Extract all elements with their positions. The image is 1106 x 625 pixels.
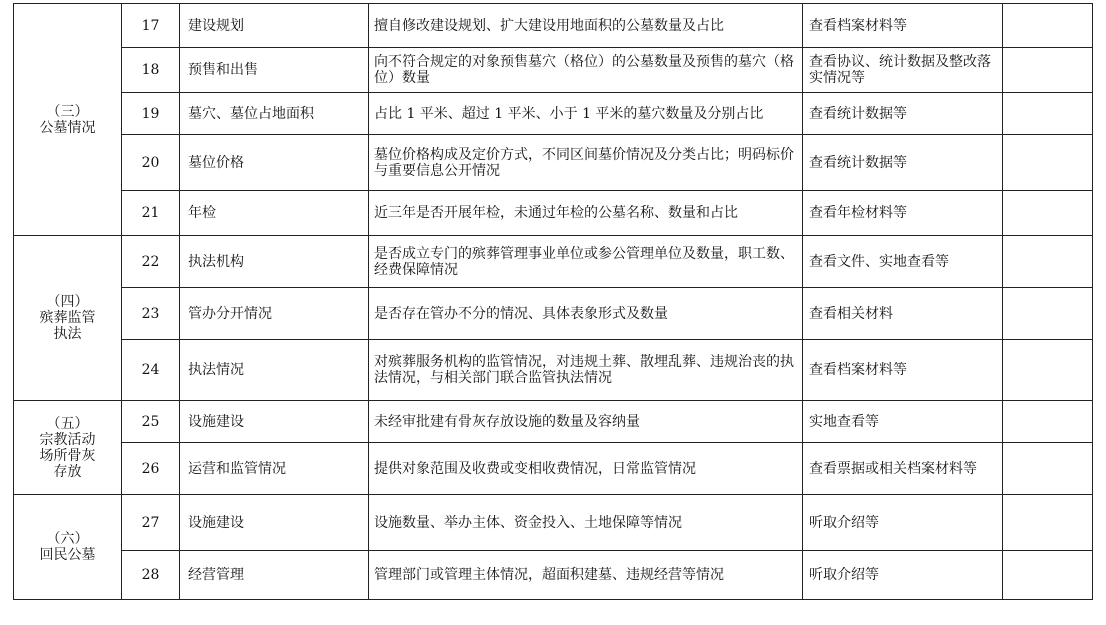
check-method: 查看统计数据等: [803, 135, 1003, 191]
note-cell: [1003, 288, 1093, 340]
item-content: 是否存在管办不分的情况、具体表象形式及数量: [369, 288, 803, 340]
row-number: 17: [122, 4, 180, 48]
item-content: 提供对象范围及收费或变相收费情况，日常监管情况: [369, 443, 803, 495]
table-row: [14, 48, 1093, 93]
category-cell: （五） 宗教活动 场所骨灰 存放: [14, 401, 122, 495]
row-number: 22: [122, 236, 180, 288]
table-row: [14, 495, 1093, 551]
item-name: 年检: [180, 191, 369, 236]
item-content: 是否成立专门的殡葬管理事业单位或参公管理单位及数量，职工数、经费保障情况: [369, 236, 803, 288]
item-content: 管理部门或管理主体情况，超面积建墓、违规经营等情况: [369, 551, 803, 600]
table-row: [14, 401, 1093, 443]
item-content: 墓位价格构成及定价方式，不同区间墓价情况及分类占比；明码标价与重要信息公开情况: [369, 135, 803, 191]
note-cell: [1003, 495, 1093, 551]
table-row: [14, 191, 1093, 236]
row-number: 25: [122, 401, 180, 443]
category-cell: （四） 殡葬监管 执法: [14, 236, 122, 401]
note-cell: [1003, 340, 1093, 401]
note-cell: [1003, 443, 1093, 495]
check-method: 查看相关材料: [803, 288, 1003, 340]
table-row: [14, 443, 1093, 495]
item-name: 运营和监管情况: [180, 443, 369, 495]
check-method: 查看年检材料等: [803, 191, 1003, 236]
item-content: 近三年是否开展年检，未通过年检的公墓名称、数量和占比: [369, 191, 803, 236]
item-name: 墓位价格: [180, 135, 369, 191]
item-name: 墓穴、墓位占地面积: [180, 93, 369, 135]
check-method: 听取介绍等: [803, 495, 1003, 551]
check-method: 查看统计数据等: [803, 93, 1003, 135]
table-row: [14, 551, 1093, 600]
category-cell: （六） 回民公墓: [14, 495, 122, 600]
item-content: 占比 1 平米、超过 1 平米、小于 1 平米的墓穴数量及分别占比: [369, 93, 803, 135]
note-cell: [1003, 48, 1093, 93]
row-number: 19: [122, 93, 180, 135]
item-name: 管办分开情况: [180, 288, 369, 340]
category-cell: （三） 公墓情况: [14, 4, 122, 236]
item-name: 预售和出售: [180, 48, 369, 93]
item-name: 执法情况: [180, 340, 369, 401]
item-name: 设施建设: [180, 495, 369, 551]
row-number: 28: [122, 551, 180, 600]
check-method: 听取介绍等: [803, 551, 1003, 600]
item-name: 建设规划: [180, 4, 369, 48]
row-number: 27: [122, 495, 180, 551]
item-name: 经营管理: [180, 551, 369, 600]
note-cell: [1003, 551, 1093, 600]
item-name: 执法机构: [180, 236, 369, 288]
item-content: 设施数量、举办主体、资金投入、土地保障等情况: [369, 495, 803, 551]
table-row: [14, 93, 1093, 135]
item-content: 向不符合规定的对象预售墓穴（格位）的公墓数量及预售的墓穴（格位）数量: [369, 48, 803, 93]
item-name: 设施建设: [180, 401, 369, 443]
check-method: 查看档案材料等: [803, 4, 1003, 48]
table-row: [14, 340, 1093, 401]
row-number: 20: [122, 135, 180, 191]
check-method: 查看档案材料等: [803, 340, 1003, 401]
check-method: 查看文件、实地查看等: [803, 236, 1003, 288]
item-content: 未经审批建有骨灰存放设施的数量及容纳量: [369, 401, 803, 443]
inspection-table: [13, 3, 1093, 600]
note-cell: [1003, 401, 1093, 443]
check-method: 实地查看等: [803, 401, 1003, 443]
table-row: [14, 236, 1093, 288]
check-method: 查看协议、统计数据及整改落实情况等: [803, 48, 1003, 93]
row-number: 26: [122, 443, 180, 495]
table-row: [14, 4, 1093, 48]
item-content: 对殡葬服务机构的监管情况，对违规土葬、散埋乱葬、违规治丧的执法情况，与相关部门联合监管执法情况: [369, 340, 803, 401]
row-number: 23: [122, 288, 180, 340]
check-method: 查看票据或相关档案材料等: [803, 443, 1003, 495]
row-number: 18: [122, 48, 180, 93]
table-row: [14, 288, 1093, 340]
row-number: 24: [122, 340, 180, 401]
note-cell: [1003, 191, 1093, 236]
note-cell: [1003, 135, 1093, 191]
row-number: 21: [122, 191, 180, 236]
table-row: [14, 135, 1093, 191]
note-cell: [1003, 93, 1093, 135]
note-cell: [1003, 236, 1093, 288]
note-cell: [1003, 4, 1093, 48]
item-content: 擅自修改建设规划、扩大建设用地面积的公墓数量及占比: [369, 4, 803, 48]
